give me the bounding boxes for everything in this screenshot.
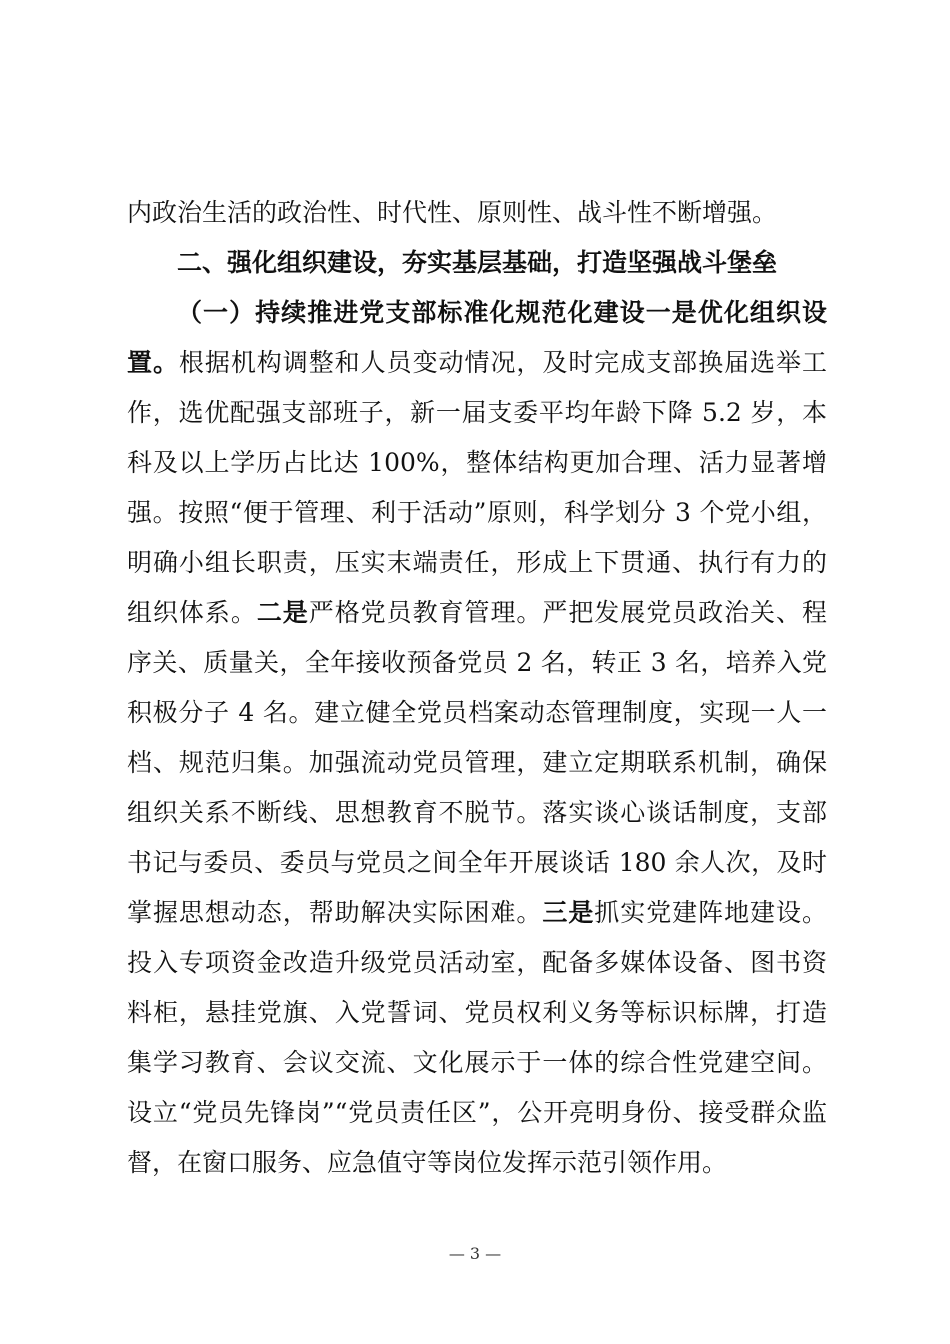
body-line: 组织关系不断线、思想教育不脱节。落实谈心谈话制度，支部 — [127, 798, 827, 827]
page-number: — 3 — — [448, 1244, 502, 1263]
body-line: 掌握思想动态，帮助解决实际困难。三是抓实党建阵地建设。 — [127, 898, 827, 927]
body-line: 档、规范归集。加强流动党员管理，建立定期联系机制，确保 — [127, 748, 827, 777]
body-line: 书记与委员、委员与党员之间全年开展谈话 180 余人次，及时 — [127, 848, 827, 877]
body-line: 积极分子 4 名。建立健全党员档案动态管理制度，实现一人一 — [127, 698, 827, 727]
bold-lead: 三是 — [542, 898, 595, 927]
body-line: 集学习教育、会议交流、文化展示于一体的综合性党建空间。 — [127, 1048, 827, 1077]
subsection-heading: （一）持续推进党支部标准化规范化建设一是优化组织设 — [177, 298, 827, 327]
bold-lead: 二是 — [256, 598, 309, 627]
body-line: 作，选优配强支部班子，新一届支委平均年龄下降 5.2 岁，本 — [127, 398, 827, 427]
body-line: 明确小组长职责，压实末端责任，形成上下贯通、执行有力的 — [127, 548, 827, 577]
section-heading: 二、强化组织建设，夯实基层基础，打造坚强战斗堡垒 — [177, 248, 778, 277]
body-line: 置。根据机构调整和人员变动情况，及时完成支部换届选举工 — [127, 348, 827, 377]
body-line: 内政治生活的政治性、时代性、原则性、战斗性不断增强。 — [127, 198, 778, 227]
body-line: 设立“党员先锋岗”“党员责任区”，公开亮明身份、接受群众监 — [127, 1098, 827, 1127]
body-line: 强。按照“便于管理、利于活动”原则，科学划分 3 个党小组， — [127, 498, 827, 527]
body-line: 科及以上学历占比达 100%，整体结构更加合理、活力显著增 — [127, 448, 827, 477]
body-line: 投入专项资金改造升级党员活动室，配备多媒体设备、图书资 — [127, 948, 827, 977]
body-line: 督，在窗口服务、应急值守等岗位发挥示范引领作用。 — [127, 1148, 728, 1177]
body-line: 料柜，悬挂党旗、入党誓词、党员权利义务等标识标牌，打造 — [127, 998, 827, 1027]
body-line: 组织体系。二是严格党员教育管理。严把发展党员政治关、程 — [127, 598, 827, 627]
bold-lead: 置。 — [127, 348, 179, 377]
body-line: 序关、质量关，全年接收预备党员 2 名，转正 3 名，培养入党 — [127, 648, 827, 677]
